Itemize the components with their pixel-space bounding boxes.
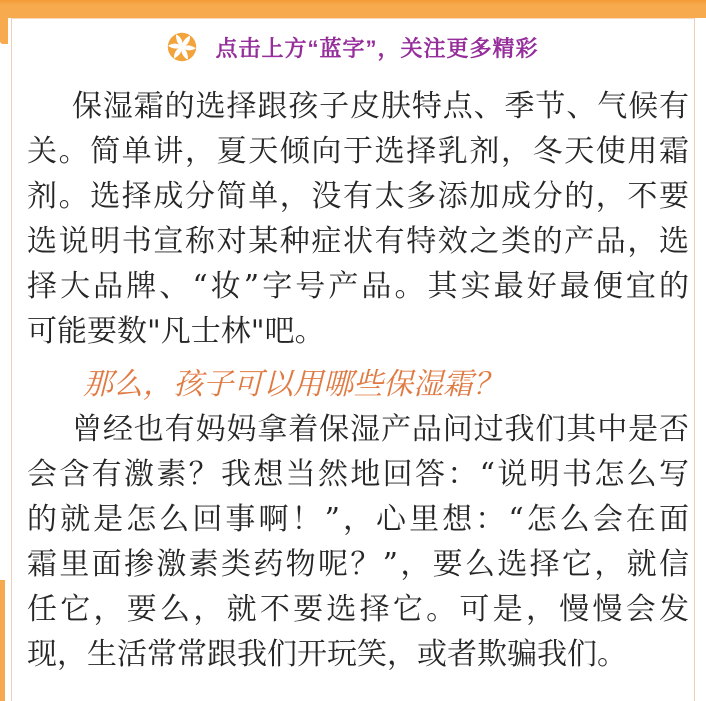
text-line: 的就是怎么回事啊！”，心里想：“怎么会在面: [27, 502, 689, 537]
text-line: 选说明书宣称对某种症状有特效之类的产品，选: [27, 224, 689, 259]
text-line: 可能要数"凡士林"吧。: [27, 314, 325, 349]
follow-banner[interactable]: [12, 32, 694, 62]
text-line: 霜里面掺激素类药物呢？”，要么选择它，就信: [27, 547, 689, 582]
follow-banner-text: 点击上方“蓝字”，关注更多精彩: [215, 35, 539, 61]
text-line: 关。简单讲，夏天倾向于选择乳剂，冬天使用霜: [27, 134, 689, 169]
text-line: 保湿霜的选择跟孩子皮肤特点、季节、气候有: [72, 89, 689, 124]
text-line: 曾经也有妈妈拿着保湿产品问过我们其中是否: [72, 412, 689, 447]
article-body: [12, 84, 694, 677]
paragraph: [27, 84, 689, 354]
section-heading: 那么，孩子可以用哪些保湿霜？: [83, 367, 503, 402]
top-orange-bar: [0, 0, 706, 18]
candy-swirl-icon: [167, 32, 197, 62]
text-line: 现，生活常常跟我们开玩笑，或者欺骗我们。: [27, 637, 627, 672]
text-line: 会含有激素？我想当然地回答：“说明书怎么写: [27, 457, 689, 492]
text-line: 剂。选择成分简单，没有太多添加成分的，不要: [27, 179, 689, 214]
paragraph: [27, 407, 689, 677]
left-orange-strip: [0, 580, 5, 701]
text-line: 任它，要么，就不要选择它。可是，慢慢会发: [27, 592, 689, 627]
text-line: 择大品牌、“妆”字号产品。其实最好最便宜的: [27, 269, 689, 304]
content-card: [11, 18, 695, 701]
left-orange-tab: [0, 18, 8, 44]
